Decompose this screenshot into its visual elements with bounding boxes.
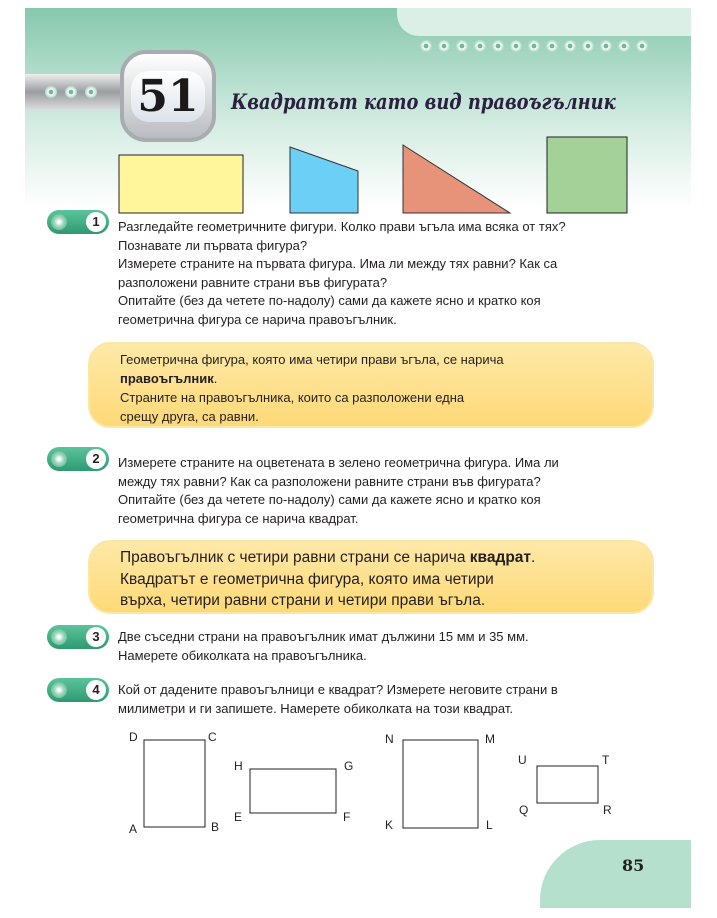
rectangle-ABCD <box>144 740 205 827</box>
exercise-4-text: Кой от дадените правоъгълници е квадрат? Измерете неговите страни в милиметри и ги запишете. Намерете обиколката на този квадрат. <box>118 682 558 716</box>
textbook-page <box>25 8 691 908</box>
page-number-tab <box>540 840 691 908</box>
blue-trapezoid <box>290 147 358 213</box>
rectangle-definition-box: Геометрична фигура, която има четири прави ъгъла, се нарича правоъгълник. Страните на правоъгълника, които са разположени една срещу друга, са равни. <box>88 342 654 428</box>
label-E: E <box>234 810 243 824</box>
exercise-badge-2: 2 <box>47 447 109 471</box>
yellow-rectangle <box>119 155 243 213</box>
rectangles-diagram <box>25 728 691 838</box>
green-square <box>547 137 627 213</box>
exercise-3-text: Две съседни страни на правоъгълник имат дължини 15 мм и 35 мм. Намерете обиколката на правоъгълника. <box>118 629 529 663</box>
label-D: D <box>129 730 138 744</box>
lesson-number: 51 <box>131 71 204 122</box>
header-tab <box>397 8 691 36</box>
exercise-2-text: Измерете страните на оцветената в зелено геометрична фигура. Има ли между тях равни? Как са разположени равните страни във фигурата? Опитайте (без да четете по-надолу) сами да кажете ясно и кратко коя геометрична фигура се нарича квадрат. <box>118 455 559 526</box>
label-L: L <box>486 818 493 832</box>
label-G: G <box>344 759 354 773</box>
rectangle-EFGH <box>250 769 336 813</box>
page-number: 85 <box>622 856 645 875</box>
exercise-badge-4: 4 <box>47 678 109 702</box>
rectangle-QRTU <box>537 766 598 803</box>
shapes-illustration <box>25 128 691 218</box>
decorative-bar <box>25 74 125 110</box>
lesson-title: Квадратът като вид правоъгълник <box>231 89 616 114</box>
label-U: U <box>518 753 527 767</box>
label-Q: Q <box>519 803 529 817</box>
square-definition-box: Правоъгълник с четири равни страни се нарича квадрат. Квадратът е геометрична фигура, която има четири върха, четири равни страни и четири прави ъгъла. <box>88 540 654 614</box>
label-B: B <box>211 820 220 834</box>
decorative-dots <box>420 40 648 52</box>
exercise-badge-1: 1 <box>47 210 109 234</box>
label-A: A <box>129 822 138 836</box>
label-K: K <box>385 818 394 832</box>
label-H: H <box>234 759 243 773</box>
exercise-1-text: Разгледайте геометричните фигури. Колко прави ъгъла има всяка от тях? Познавате ли първата фигура? Измерете страните на първата фигура. Има ли между тях равни? Как са разположени равните страни във фигурата? Опитайте (без да четете по-надолу) сами да кажете ясно и кратко коя геометрична фигура се нарича правоъгълник. <box>118 219 566 327</box>
exercise-badge-3: 3 <box>47 625 109 649</box>
label-M: M <box>485 732 495 746</box>
label-T: T <box>602 753 610 767</box>
label-F: F <box>343 810 351 824</box>
label-R: R <box>603 803 612 817</box>
square-KLMN <box>403 740 478 828</box>
salmon-triangle <box>403 145 510 213</box>
label-N: N <box>385 732 394 746</box>
label-C: C <box>208 730 217 744</box>
